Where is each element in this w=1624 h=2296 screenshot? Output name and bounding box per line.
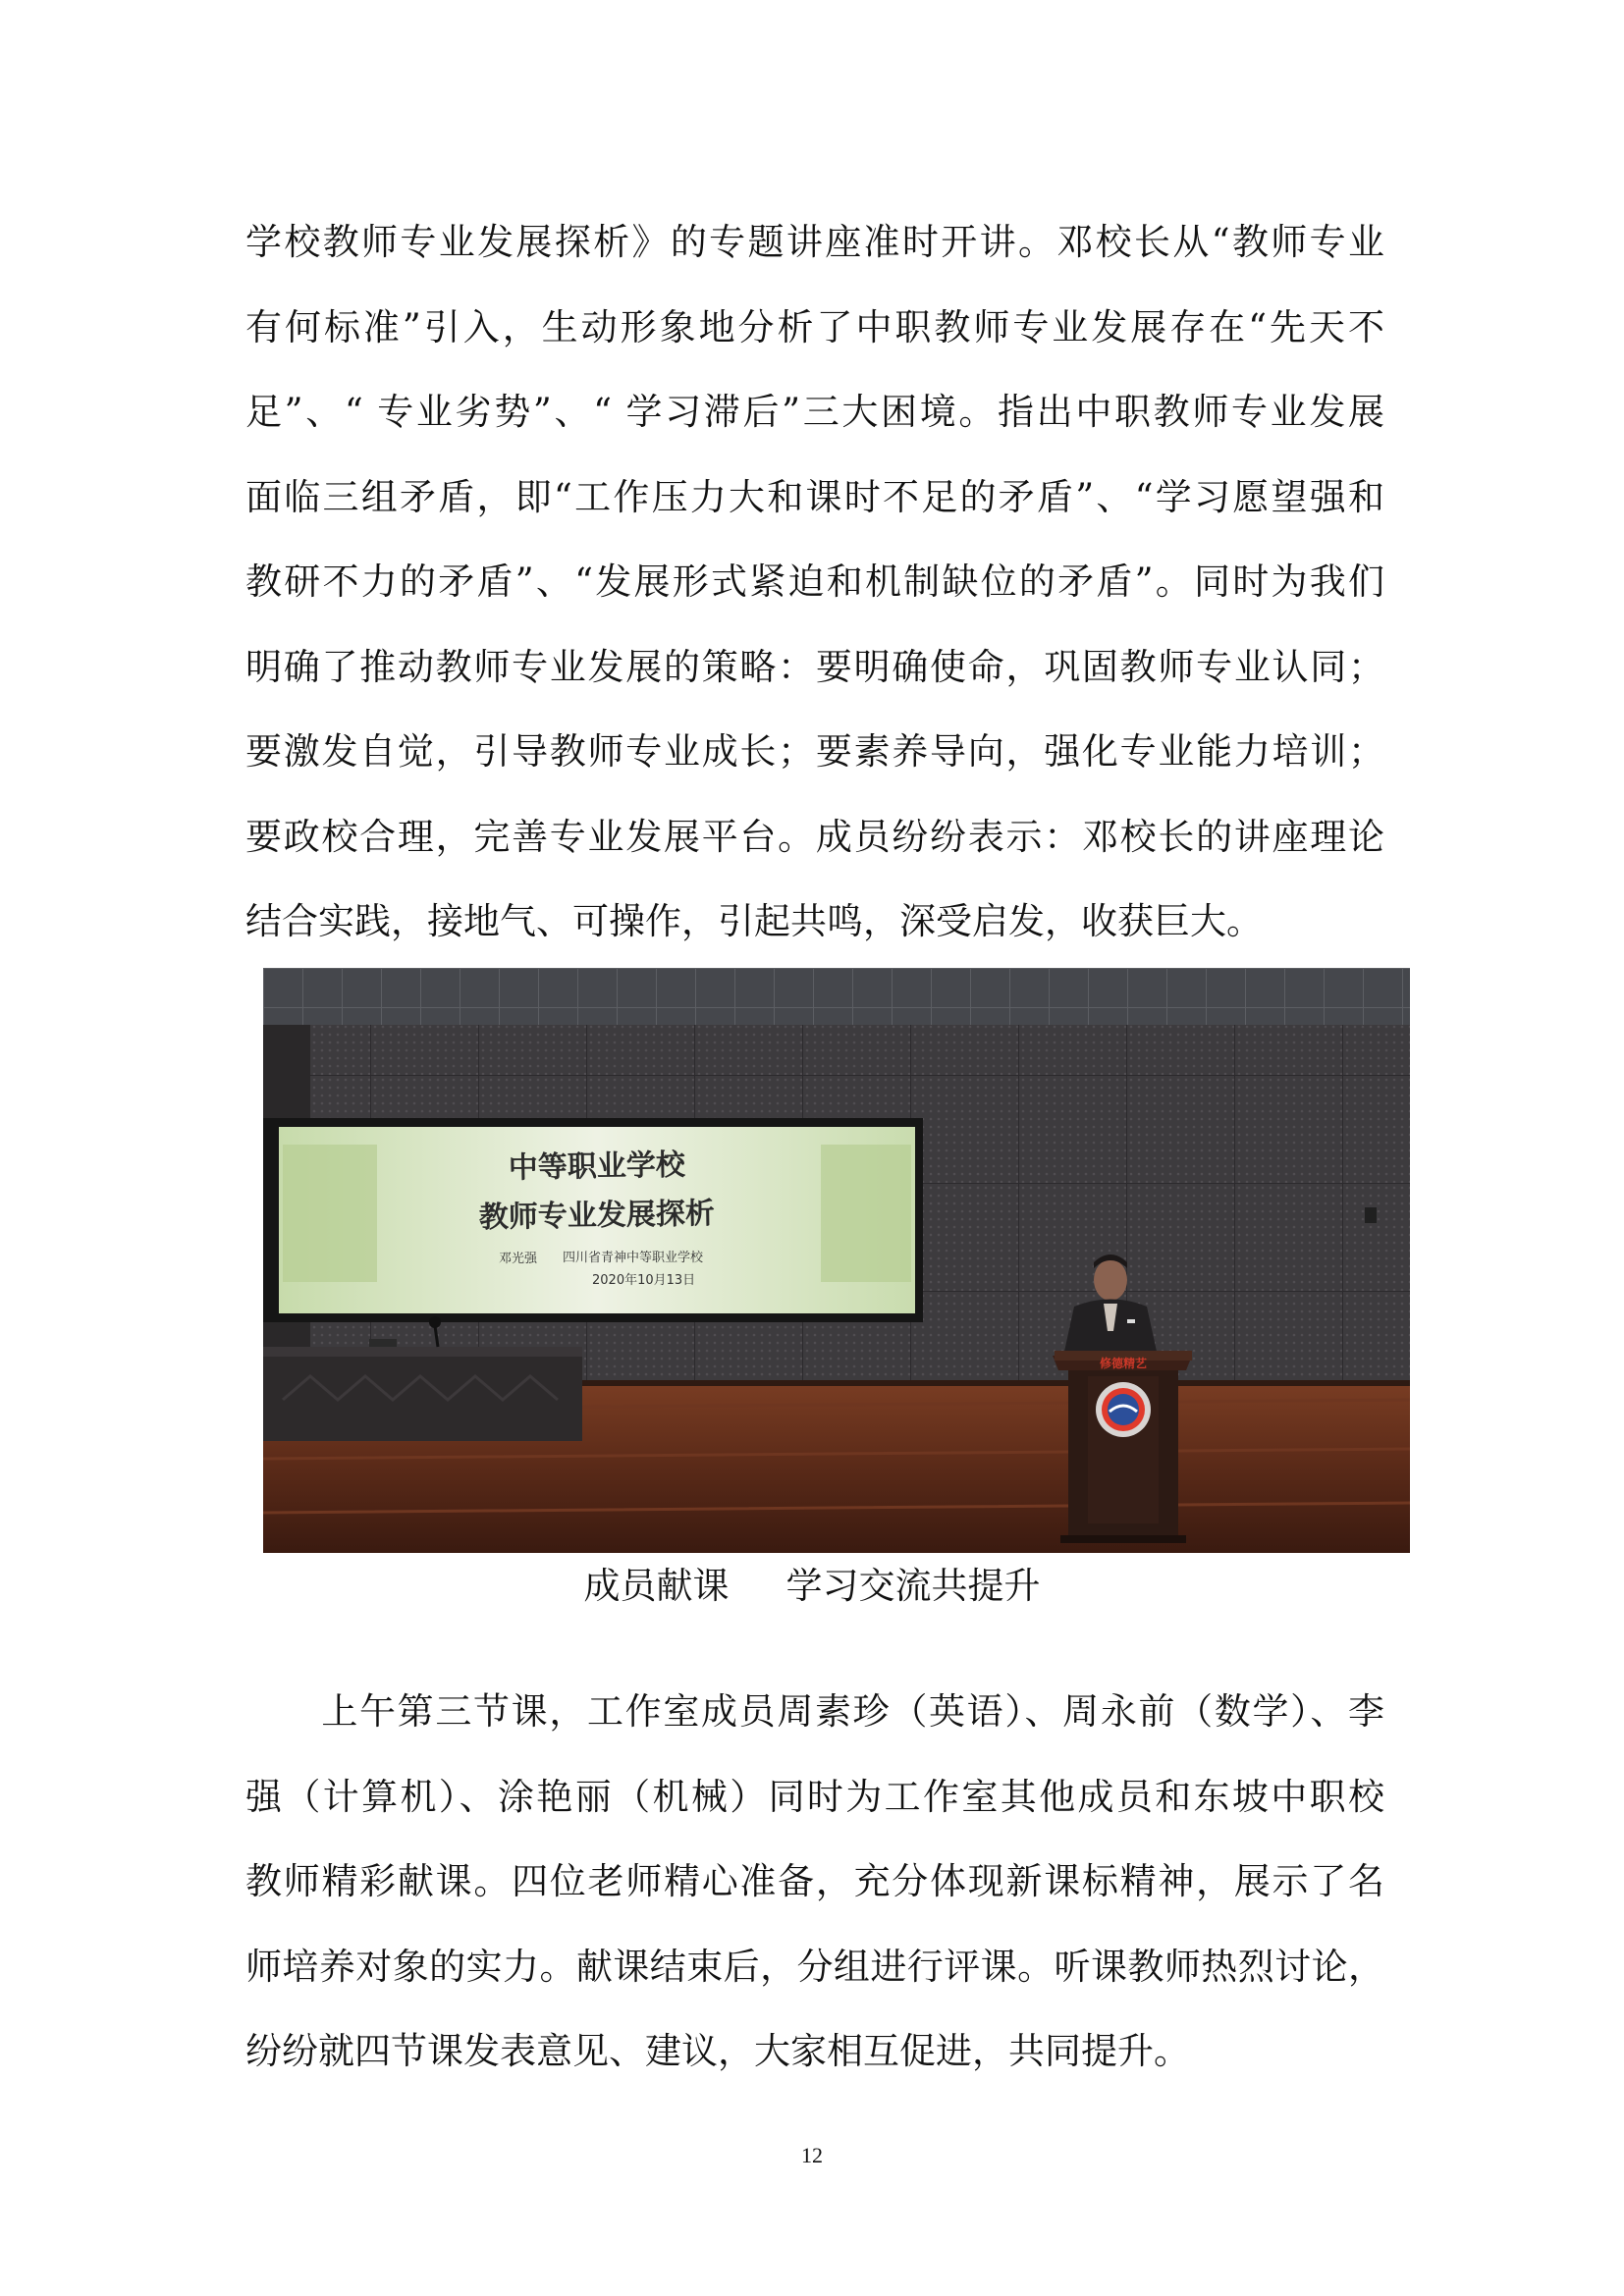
text-line: 足”、“ 专业劣势”、“ 学习滞后”三大困境。指出中职教师专业发展	[245, 391, 1384, 433]
slide-date: 2020年10月13日	[592, 1273, 696, 1288]
heading-right: 学习交流共提升	[785, 1565, 1041, 1607]
podium	[1053, 1351, 1192, 1543]
slide-author: 邓光强	[499, 1252, 538, 1266]
text-line: 纷纷就四节课发表意见、建议，大家相互促进，共同提升。	[245, 2030, 1190, 2072]
text-line: 教研不力的矛盾”、“发展形式紧迫和机制缺位的矛盾”。同时为我们	[245, 561, 1384, 603]
text-line: 要政校合理，完善专业发展平台。成员纷纷表示：邓校长的讲座理论	[245, 815, 1384, 858]
section-heading	[0, 1559, 1624, 1614]
text-line: 有何标准”引入，生动形象地分析了中职教师专业发展存在“先天不	[245, 305, 1384, 348]
paragraph-demo-lessons	[245, 1670, 1384, 2095]
slide-school: 四川省青神中等职业学校	[563, 1251, 704, 1265]
desk	[263, 1357, 582, 1441]
page-number: 12	[801, 2143, 823, 2167]
text-line: 学校教师专业发展探析》的专题讲座准时开讲。邓校长从“教师专业	[245, 221, 1384, 263]
lecture-photo	[263, 968, 1410, 1553]
podium-banner: 修德精艺	[1099, 1357, 1148, 1370]
text-line: 要激发自觉，引导教师专业成长；要素养导向，强化专业能力培训；	[245, 730, 1384, 773]
desk-top	[263, 1347, 582, 1357]
ceiling	[263, 968, 1410, 1029]
heading-left: 成员献课	[583, 1565, 730, 1607]
text-line: 面临三组矛盾，即“工作压力大和课时不足的矛盾”、“学习愿望强和	[245, 475, 1384, 518]
text-line: 强（计算机）、涂艳丽（机械）同时为工作室其他成员和东坡中职校	[245, 1775, 1384, 1818]
slide-title-line2: 教师专业发展探析	[478, 1196, 716, 1236]
text-line: 教师精彩献课。四位老师精心准备，充分体现新课标精神，展示了名	[245, 1860, 1384, 1902]
text-line: 结合实践，接地气、可操作，引起共鸣，深受启发，收获巨大。	[245, 900, 1263, 942]
paragraph-lecture-summary	[245, 200, 1384, 965]
text-line: 上午第三节课，工作室成员周素珍（英语）、周永前（数学）、李	[245, 1690, 1384, 1733]
text-line: 明确了推动教师专业发展的策略：要明确使命，巩固教师专业认同；	[245, 645, 1384, 688]
text-line: 师培养对象的实力。献课结束后，分组进行评课。听课教师热烈讨论，	[245, 1945, 1384, 1988]
slide-title-line1: 中等职业学校	[508, 1148, 686, 1186]
